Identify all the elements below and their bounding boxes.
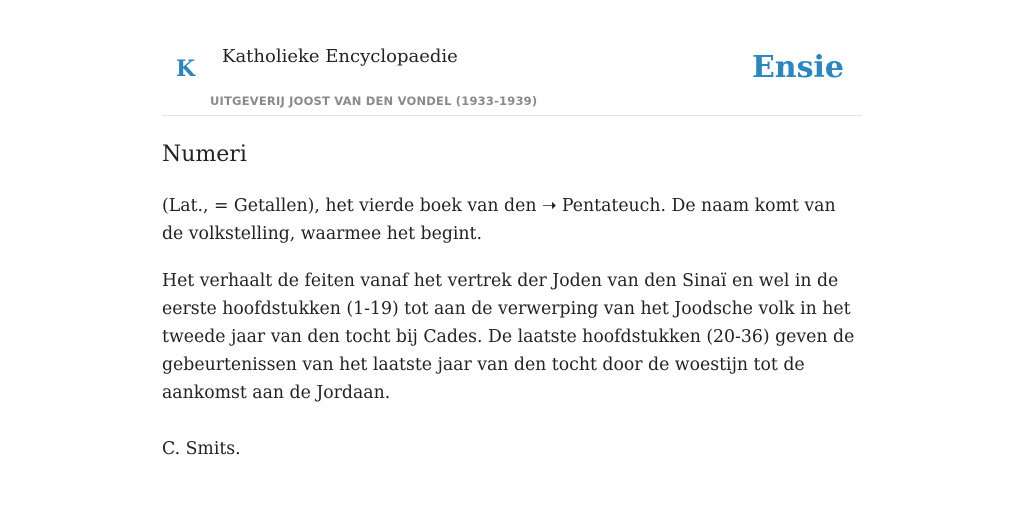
article-title: Numeri [162, 142, 247, 167]
paragraph-text: . De naam komt van de volkstelling, waarmee het begint. [162, 196, 836, 244]
article-paragraph [162, 192, 862, 248]
page [162, 0, 862, 463]
pentateuch-link[interactable]: ➝ Pentateuch [541, 196, 661, 216]
site-logo[interactable]: Ensie [751, 50, 844, 85]
header [162, 0, 862, 116]
publication-title[interactable]: Katholieke Encyclopaedie [222, 46, 458, 67]
article-paragraph: Het verhaalt de feiten vanaf het vertrek der Joden van den Sinaï en wel in de eerste hoofdstukken (1-19) tot aan de verwerping van het Joodsche volk in het tweede jaar van den tocht bij Cades. De laatste hoofdstukken (20-36) geven de gebeurtenissen van het laatste jaar van den tocht door de woestijn tot de aankomst aan de Jordaan. [162, 271, 855, 403]
publisher-name: UITGEVERIJ JOOST VAN DEN VONDEL (1933-1939) [210, 94, 538, 108]
article-author: C. Smits. [162, 439, 241, 459]
publication-logo[interactable]: K [176, 56, 196, 82]
paragraph-text: (Lat., = Getallen), het vierde boek van den [162, 196, 542, 216]
